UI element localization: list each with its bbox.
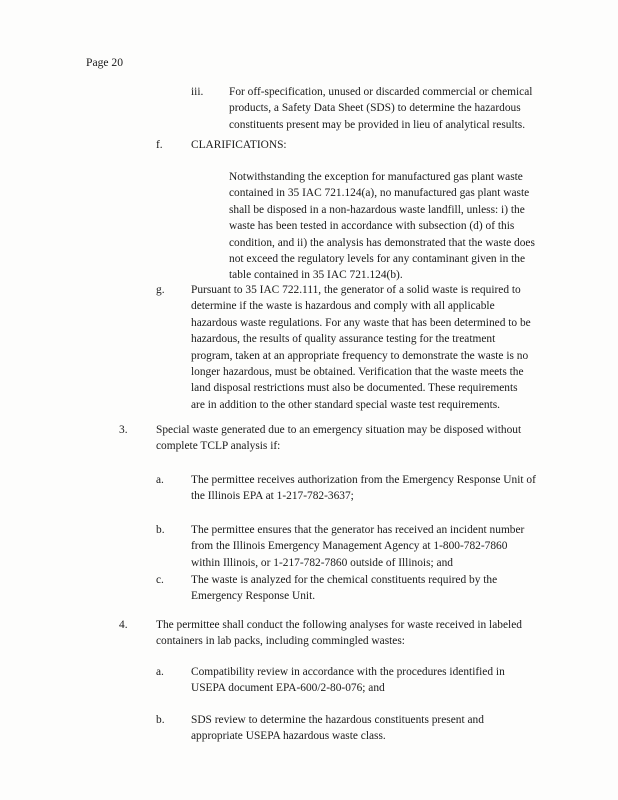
text-line: determine if the waste is hazardous and comply with all applicable (191, 300, 495, 313)
text-line: are in addition to the other standard special waste test requirements. (191, 398, 501, 411)
text-line: longer hazardous, must be obtained. Verification that the waste meets the (191, 366, 524, 379)
text-line: not exceed the regulatory levels for any contaminant given in the (229, 253, 526, 266)
section-3-text (156, 422, 521, 455)
item-g-text (191, 282, 531, 413)
section-3-marker: 3. (119, 424, 128, 436)
section-3c-text (191, 572, 497, 605)
text-line: appropriate USEPA hazardous waste class. (191, 730, 386, 743)
section-3a-text (191, 472, 536, 505)
text-line: containers in lab packs, including commingled wastes: (156, 635, 405, 648)
text-line: SDS review to determine the hazardous constituents present and (191, 714, 484, 726)
page-number: Page 20 (86, 56, 124, 69)
text-line: The permittee shall conduct the following analyses for waste received in labeled (156, 619, 522, 631)
text-line: USEPA document EPA-600/2-80-076; and (191, 682, 385, 695)
text-line: Special waste generated due to an emergency situation may be disposed without (156, 424, 522, 436)
text-line: constituents present may be provided in lieu of analytical results. (229, 118, 526, 131)
section-3a-marker: a. (156, 474, 164, 486)
text-line: The permittee ensures that the generator has received an incident number (191, 524, 525, 536)
section-3c-marker: c. (156, 574, 164, 586)
text-line: within Illinois, or 1-217-782-7860 outside of Illinois; and (191, 556, 453, 569)
text-line: products, a Safety Data Sheet (SDS) to determine the hazardous (229, 102, 521, 115)
text-line: the Illinois EPA at 1-217-782-3637; (191, 490, 354, 503)
text-line: contained in 35 IAC 721.124(a), no manufactured gas plant waste (229, 187, 530, 200)
section-3b-marker: b. (156, 524, 165, 536)
section-4a-text (191, 664, 505, 697)
text-line: Notwithstanding the exception for manufactured gas plant waste (229, 171, 523, 183)
text-line: hazardous waste regulations. For any waste that has been determined to be (191, 316, 531, 329)
section-4-text (156, 617, 522, 650)
section-4-marker: 4. (119, 619, 128, 631)
item-f-marker: f. (156, 139, 163, 151)
text-line: condition, and ii) the analysis has demonstrated that the waste does (229, 236, 535, 249)
section-4a-marker: a. (156, 666, 164, 678)
text-line: Pursuant to 35 IAC 722.111, the generator of a solid waste is required to (191, 284, 521, 296)
text-line: hazardous, the results of quality assurance testing for the treatment (191, 333, 496, 346)
item-f-text (229, 169, 535, 284)
text-line: waste has been tested in accordance with subsection (d) of this (229, 220, 515, 233)
text-line: shall be disposed in a non-hazardous waste landfill, unless: i) the (229, 203, 525, 216)
text-line: Emergency Response Unit. (191, 590, 316, 603)
section-4b-marker: b. (156, 714, 165, 726)
text-line: The permittee receives authorization from the Emergency Response Unit of (191, 474, 536, 486)
section-3b-text (191, 522, 524, 571)
text-line: The waste is analyzed for the chemical constituents required by the (191, 574, 498, 586)
item-f-heading: CLARIFICATIONS: (191, 139, 287, 151)
text-line: table contained in 35 IAC 721.124(b). (229, 269, 403, 282)
item-iii-text (229, 84, 532, 133)
text-line: land disposal restrictions must also be documented. These requirements (191, 382, 518, 395)
section-4b-text (191, 712, 484, 745)
text-line: complete TCLP analysis if: (156, 440, 281, 453)
item-iii-marker: iii. (191, 86, 204, 98)
text-line: For off-specification, unused or discarded commercial or chemical (229, 86, 533, 98)
item-g-marker: g. (156, 284, 165, 296)
text-line: Compatibility review in accordance with the procedures identified in (191, 666, 505, 678)
text-line: from the Illinois Emergency Management Agency at 1-800-782-7860 (191, 540, 508, 553)
text-line: program, taken at an appropriate frequency to demonstrate the waste is no (191, 349, 529, 362)
